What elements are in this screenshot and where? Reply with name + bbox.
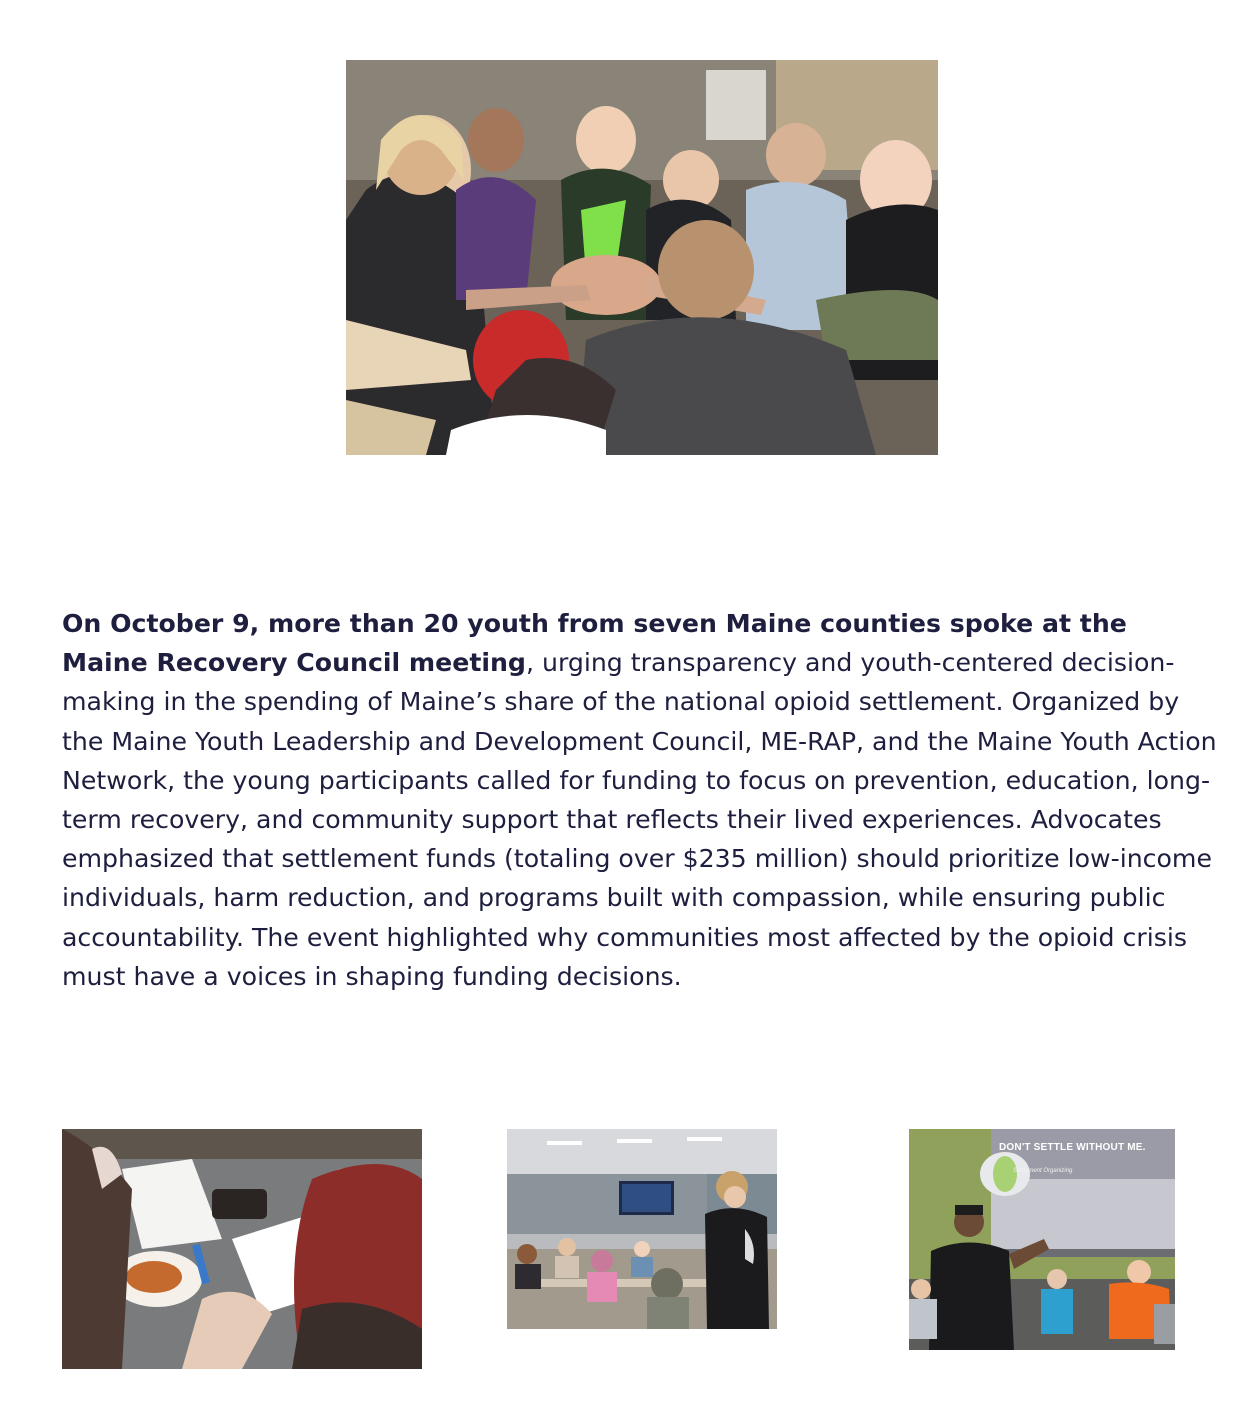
- photo-classroom: [507, 1129, 777, 1329]
- photo-presentation: [909, 1129, 1175, 1350]
- classroom-image: [507, 1129, 777, 1329]
- slide-title: DON'T SETTLE WITHOUT ME.: [999, 1142, 1146, 1153]
- slide-subtitle: Settlement Organizing: [1013, 1168, 1073, 1174]
- presentation-image: [909, 1129, 1175, 1350]
- article-body: , urging transparency and youth-centered decision-making in the spending of Maine’s share of the national opioid settlement. Organized by the Maine Youth Leadership and Development Council, ME-RAP, and the Maine Youth Action Network, the young participants called for funding to focus on prevention, education, long-term recovery, and community support that reflects their lived experiences. Advocates emphasized that settlement funds (totaling over $235 million) should prioritize low-income individuals, harm reduction, and programs built with compassion, while ensuring public accountability. The event highlighted why communities most affected by the opioid crisis must have a voices in shaping funding decisions.: [62, 648, 1217, 991]
- photo-worksheet: [62, 1129, 422, 1369]
- worksheet-image: [62, 1129, 422, 1369]
- group-huddle-image: [346, 60, 938, 455]
- article-lead: On October 9, more than 20 youth from seven Maine counties spoke at the Maine Recovery Council meeting: [62, 609, 1127, 678]
- hero-photo: [346, 60, 938, 455]
- article-paragraph: [62, 604, 1218, 996]
